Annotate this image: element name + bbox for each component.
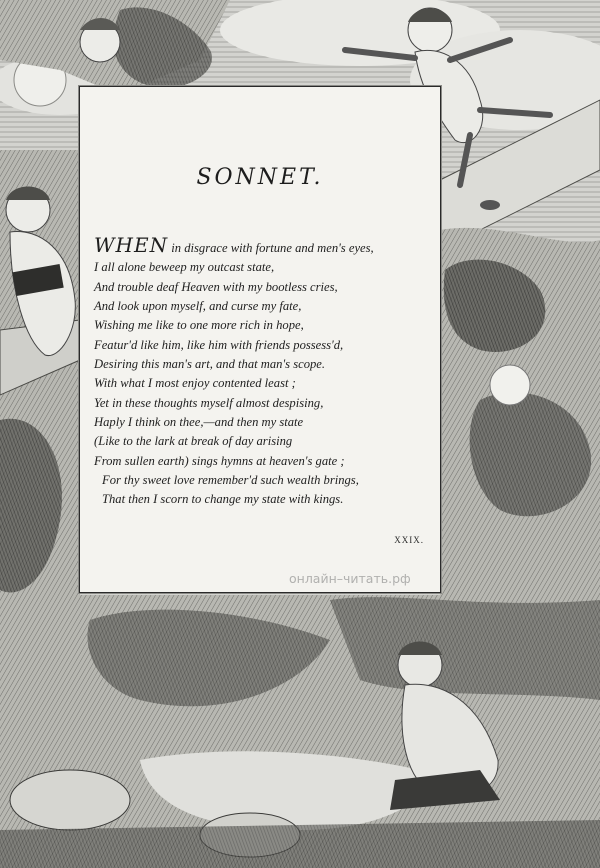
poem-line: And trouble deaf Heaven with my bootless cries, <box>94 279 338 294</box>
first-line-text: in disgrace with fortune and men's eyes, <box>168 241 374 255</box>
poem-line: Haply I think on thee,—and then my state <box>94 415 304 430</box>
poem-line: I all alone beweep my outcast state, <box>94 260 275 275</box>
sonnet-title: SONNET. <box>196 165 324 190</box>
sonnet-number: XXIX. <box>394 535 424 545</box>
poem-line: From sullen earth) sings hymns at heaven's gate ; <box>94 453 345 468</box>
poem-line: (Like to the lark at break of day arising <box>94 434 293 449</box>
couplet-line: For thy sweet love remember'd such wealth brings, <box>102 473 359 488</box>
poem-line: Desiring this man's art, and that man's scope. <box>94 357 326 372</box>
site-watermark: онлайн–читать.рф <box>289 571 411 586</box>
poem-line: And look upon myself, and curse my fate, <box>94 299 302 314</box>
poem-line: Wishing me like to one more rich in hope, <box>94 318 304 333</box>
poem-line-1 <box>94 233 434 258</box>
couplet-line: That then I scorn to change my state with kings. <box>102 492 344 507</box>
poem-line: Featur'd like him, like him with friends possess'd, <box>94 337 344 352</box>
poem-line: With what I most enjoy contented least ; <box>94 376 296 391</box>
drop-cap-word: WHEN <box>94 233 169 257</box>
sonnet-card <box>80 87 440 592</box>
poem-line: Yet in these thoughts myself almost despising, <box>94 395 324 410</box>
sonnet-text <box>94 233 434 510</box>
